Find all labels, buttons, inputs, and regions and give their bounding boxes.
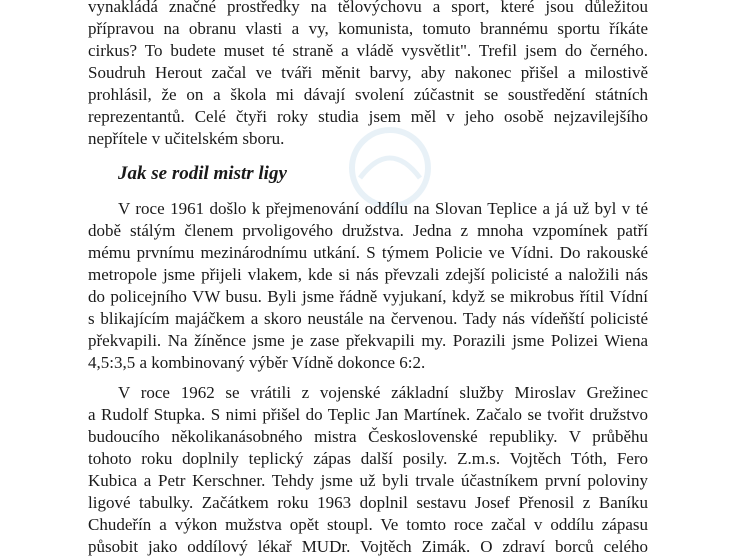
section-heading: Jak se rodil mistr ligy bbox=[118, 163, 287, 184]
text-line: ligové tabulky. Začátkem roku 1963 doplnil sestavu Josef Přenosil z Baníku bbox=[88, 493, 648, 512]
text-line: Kubica a Petr Kerschner. Tehdy jsme už byli trvale účastníkem první poloviny bbox=[88, 471, 648, 490]
text-line: přípravou na obranu vlasti a vy, komunista, tomuto brannému sportu říkáte bbox=[88, 19, 648, 38]
text-line: metropole jsme přijeli vlakem, kde si nás převzali zdejší policisté a naložili nás bbox=[88, 265, 648, 284]
text-line: s blikajícím majáčkem a skoro neustále na červenou. Tady nás vídeňští policisté bbox=[88, 309, 648, 328]
text-line: nepřítele v učitelském sboru. bbox=[88, 129, 285, 148]
text-line: 4,5:3,5 a kombinovaný výběr Vídně dokonce 6:2. bbox=[88, 353, 426, 372]
text-line: působit jako oddílový lékař MUDr. Vojtěch Zimák. O zdraví borců celého bbox=[88, 537, 648, 556]
text-line: Chudeřín a výkon mužstva opět stoupl. Ve tomto roce začal v oddílu zápasu bbox=[88, 515, 648, 534]
text-line: cirkus? To budete muset té straně a vládě vysvětlit". Trefil jsem do černého. bbox=[88, 41, 648, 60]
text-line: době stálým členem prvoligového družstva. Jedna z mnoha vzpomínek patří bbox=[88, 221, 648, 240]
text-line: do policejního VW busu. Byli jsme řádně vyjukaní, když se mikrobus řítil Vídní bbox=[88, 287, 648, 306]
text-line: překvapili. Na žíněnce jsme je zase překvapili my. Porazili jsme Polizei Wiena bbox=[88, 331, 648, 350]
text-line: vynakládá značné prostředky na tělovýchovu a sport, které jsou důležitou bbox=[88, 0, 648, 16]
text-line: reprezentantů. Celé čtyři roky studia jsem měl v jeho osobě nejzavilejšího bbox=[88, 107, 648, 126]
text-line: V roce 1961 došlo k přejmenování oddílu na Slovan Teplice a já už byl v té bbox=[118, 199, 648, 218]
text-line: mému prvnímu mezinárodnímu utkání. S týmem Policie ve Vídni. Do rakouské bbox=[88, 243, 648, 262]
text-line: tohoto roku doplnily teplický zápas další posily. Z.m.s. Vojtěch Tóth, Fero bbox=[88, 449, 648, 468]
text-line: a Rudolf Stupka. S nimi přišel do Teplic Jan Martínek. Začalo se tvořit družstvo bbox=[88, 405, 648, 424]
text-line: V roce 1962 se vrátili z vojenské základní služby Miroslav Grežinec bbox=[118, 383, 648, 402]
text-line: prohlásil, že on a škola mi dávají svolení zúčastnit se soustředění státních bbox=[88, 85, 648, 104]
text-line: budoucího několikanásobného mistra Československé republiky. V průběhu bbox=[88, 427, 648, 446]
text-line: Soudruh Herout začal ve tváři měnit barvy, aby nakonec přišel a milostivě bbox=[88, 63, 648, 82]
